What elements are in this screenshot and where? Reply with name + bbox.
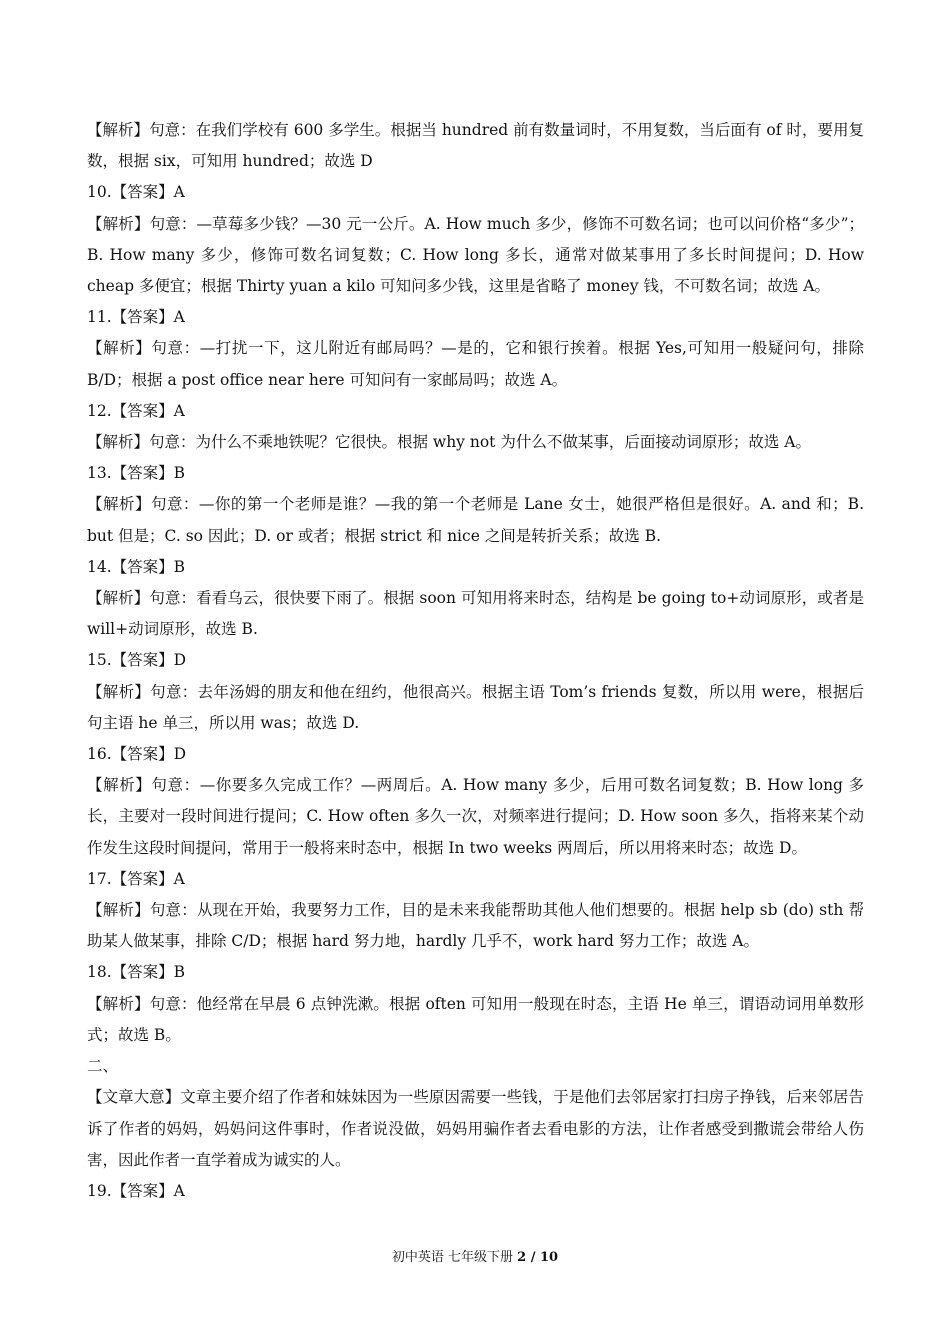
answer-line: 11.【答案】A xyxy=(87,308,185,327)
footer-label: 初中英语 七年级下册 xyxy=(391,1250,514,1265)
explanation-paragraph: 【解析】句意：—打扰一下，这儿附近有邮局吗？—是的，它和银行挨着。根据 Yes,可知用一般疑问句，排除 B/D；根据 a post office near here 可知问有一家邮局吗；故选 A。 xyxy=(87,339,864,389)
page-total: 10 xyxy=(540,1250,559,1265)
answer-line: 16.【答案】D xyxy=(87,745,187,764)
explanation-paragraph: 【解析】句意：看看乌云，很快要下雨了。根据 soon 可知用将来时态，结构是 be going to+动词原形，或者是 will+动词原形，故选 B. xyxy=(87,589,864,639)
page-footer xyxy=(0,1246,950,1265)
article-summary-paragraph: 【文章大意】文章主要介绍了作者和妹妹因为一些原因需要一些钱，于是他们去邻居家打扫房子挣钱，后来邻居告诉了作者的妈妈，妈妈问这件事时，作者说没做，妈妈用骗作者去看电影的方法，让作者感受到撒谎会带给人伤害，因此作者一直学着成为诚实的人。 xyxy=(87,1088,864,1169)
answer-line: 18.【答案】B xyxy=(87,963,186,982)
page-number: 2 xyxy=(517,1250,527,1265)
answer-line: 10.【答案】A xyxy=(87,183,185,202)
explanation-paragraph: 【解析】句意：在我们学校有 600 多学生。根据当 hundred 前有数量词时，不用复数，当后面有 of 时，要用复数，根据 six，可知用 hundred；故选 D xyxy=(87,121,864,171)
answer-line: 17.【答案】A xyxy=(87,869,185,888)
explanation-paragraph: 【解析】句意：—你的第一个老师是谁？—我的第一个老师是 Lane 女士，她很严格但是很好。A. and 和；B. but 但是；C. so 因此；D. or 或者；根据 strict 和 nice 之间是转折关系；故选 B. xyxy=(87,495,864,545)
answer-line: 15.【答案】D xyxy=(87,651,187,670)
answer-line: 19.【答案】A xyxy=(87,1181,185,1200)
page-separator: / xyxy=(526,1250,541,1265)
explanation-paragraph: 【解析】句意：为什么不乘地铁呢？它很快。根据 why not 为什么不做某事，后面接动词原形；故选 A。 xyxy=(87,433,811,452)
answer-line: 12.【答案】A xyxy=(87,401,185,420)
document-body xyxy=(87,115,864,1207)
answer-line: 14.【答案】B xyxy=(87,557,186,576)
explanation-paragraph: 【解析】句意：他经常在早晨 6 点钟洗漱。根据 often 可知用一般现在时态，主语 He 单三，谓语动词用单数形式；故选 B。 xyxy=(87,994,864,1044)
explanation-paragraph: 【解析】句意：去年汤姆的朋友和他在纽约，他很高兴。根据主语 Tom’s friends 复数，所以用 were，根据后句主语 he 单三，所以用 was；故选 D. xyxy=(87,682,864,732)
answer-line: 13.【答案】B xyxy=(87,464,186,483)
explanation-paragraph: 【解析】句意：从现在开始，我要努力工作，目的是未来我能帮助其他人他们想要的。根据 help sb (do) sth 帮助某人做某事，排除 C/D；根据 hard 努力地，hardly 几乎不，work hard 努力工作；故选 A。 xyxy=(87,901,864,951)
explanation-paragraph: 【解析】句意：—草莓多少钱？—30 元一公斤。A. How much 多少，修饰不可数名词；也可以问价格“多少”；B. How many 多少，修饰可数名词复数；C. How long 多长，通常对做某事用了多长时间提问；D. How cheap 多便宜；根据 Thirty yuan a kilo 可知问多少钱，这里是省略了 money 钱，不可数名词；故选 A。 xyxy=(87,214,864,296)
explanation-paragraph: 【解析】句意：—你要多久完成工作？—两周后。A. How many 多少，后用可数名词复数；B. How long 多长，主要对一段时间进行提问；C. How often 多久一次，对频率进行提问；D. How soon 多久，指将来某个动作发生这段时间提问，常用于一般将来时态中，根据 In two weeks 两周后，所以用将来时态；故选 D。 xyxy=(87,776,864,857)
section-heading: 二、 xyxy=(87,1057,119,1076)
